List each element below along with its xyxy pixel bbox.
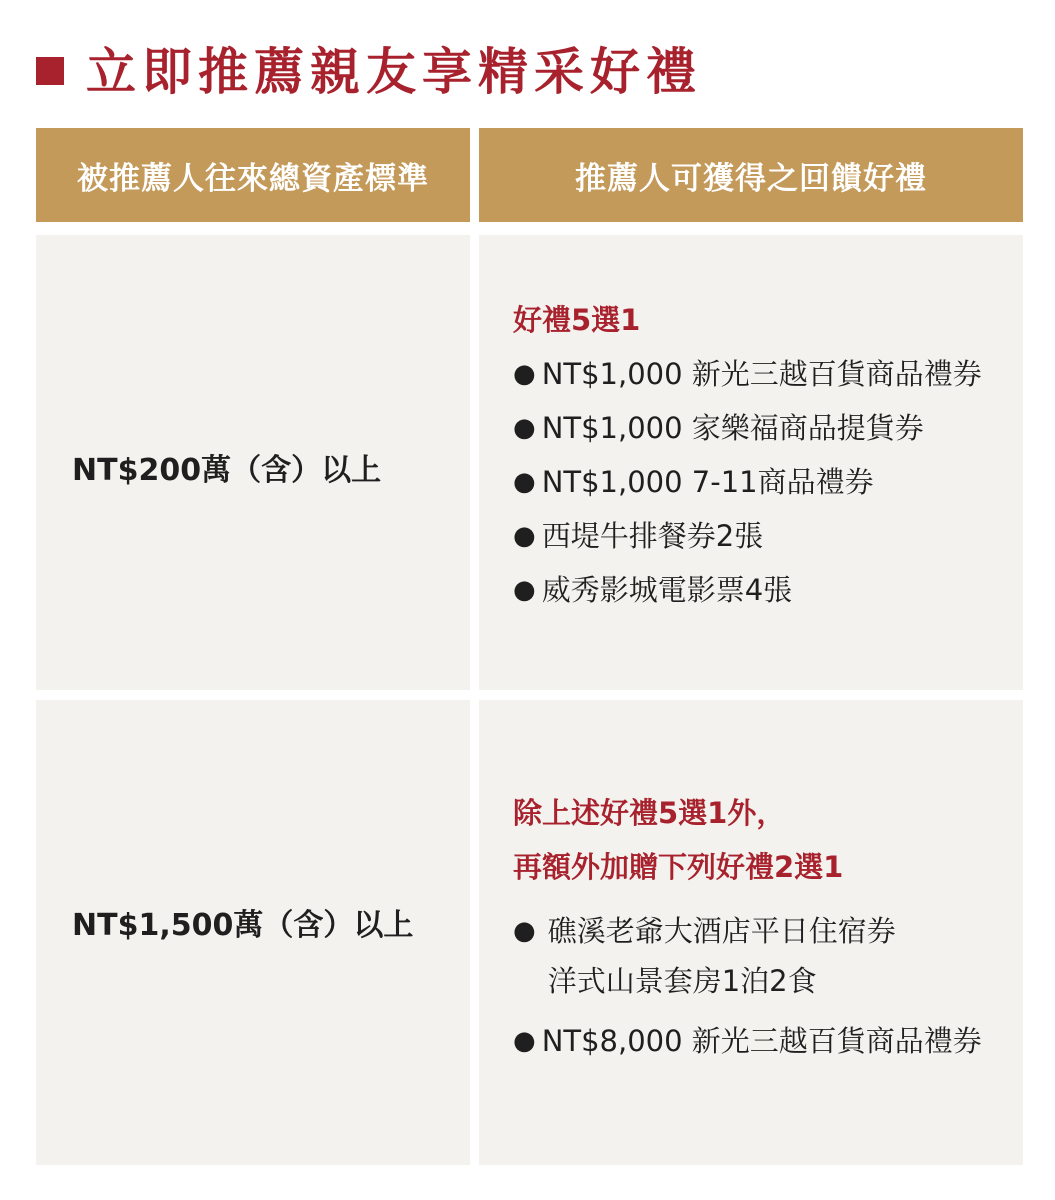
page-title: 立即推薦親友享精采好禮 [86, 43, 702, 101]
gift-item [513, 509, 1013, 563]
gift-item [513, 1014, 1013, 1068]
bullet-icon: ● [513, 467, 536, 497]
page-title-row [36, 28, 702, 108]
gift-item [513, 563, 1013, 617]
bullet-icon: ● [513, 413, 536, 443]
bullet-icon: ● [513, 359, 536, 389]
asset-standard: NT$1,500萬（含）以上 [72, 908, 414, 943]
gift-item-text: NT$1,000 家樂福商品提貨券 [541, 411, 924, 445]
gift-item-text: NT$8,000 新光三越百貨商品禮券 [541, 1024, 982, 1058]
gift-item-text: NT$1,000 新光三越百貨商品禮券 [541, 357, 982, 391]
row-1-gifts-cell [479, 235, 1023, 690]
bullet-icon: ● [513, 575, 536, 605]
gift-item-text: 礁溪老爺大酒店平日住宿券 [547, 914, 896, 948]
gift-heading: 再額外加贈下列好禮2選1 [513, 850, 844, 884]
gift-item [513, 455, 1013, 509]
gift-item [513, 401, 1013, 455]
gift-item [513, 906, 1013, 1006]
bullet-icon: ● [513, 916, 536, 946]
gift-item-text: 威秀影城電影票4張 [541, 573, 793, 607]
asset-standard: NT$200萬（含）以上 [72, 453, 382, 488]
header-gifts: 推薦人可獲得之回饋好禮 [479, 128, 1023, 222]
gift-item [513, 347, 1013, 401]
gift-list [513, 906, 1013, 1068]
title-square-icon [36, 57, 64, 85]
gift-item-text: 西堤牛排餐券2張 [541, 519, 764, 553]
gift-heading: 除上述好禮5選1外， [513, 796, 786, 830]
row-2-standard-cell [36, 700, 470, 1165]
gift-item-text: NT$1,000 7-11商品禮券 [541, 465, 874, 499]
gift-block [513, 293, 1013, 617]
bullet-icon: ● [513, 521, 536, 551]
bullet-icon: ● [513, 1026, 536, 1056]
row-2-gifts-cell [479, 700, 1023, 1165]
gift-heading: 好禮5選1 [513, 303, 641, 337]
row-1-standard-cell [36, 235, 470, 690]
gift-list [513, 347, 1013, 617]
gift-item-text: 洋式山景套房1泊2食 [547, 964, 817, 998]
gift-block [513, 786, 1013, 1068]
header-standard: 被推薦人往來總資產標準 [36, 128, 470, 222]
